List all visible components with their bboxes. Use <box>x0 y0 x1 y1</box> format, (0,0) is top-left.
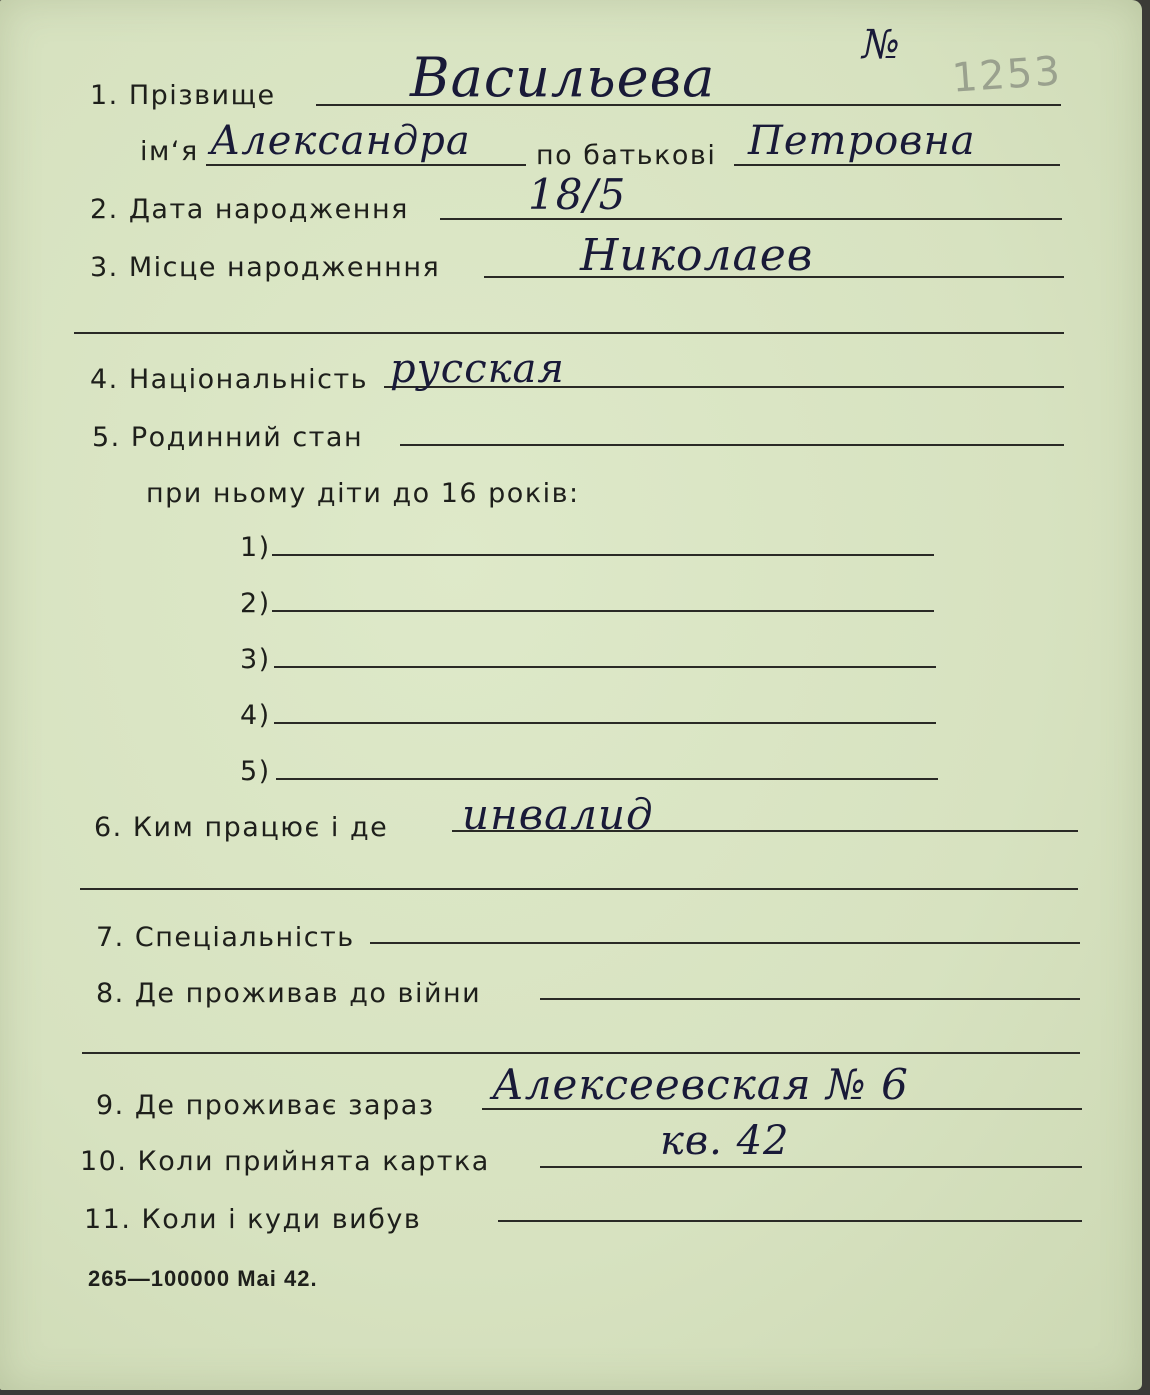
prewar-residence-label: 8. Де проживав до війни <box>96 978 482 1009</box>
departure-label: 11. Коли і куди вибув <box>84 1204 422 1235</box>
handwritten-number-mark: № <box>862 22 901 68</box>
handwritten-birth-place: Николаев <box>580 230 814 281</box>
handwritten-first-name: Александра <box>210 118 471 164</box>
print-code: 265—100000 Mai 42. <box>88 1266 318 1291</box>
pencil-card-number: 1253 <box>950 48 1064 102</box>
specialty-label: 7. Спеціальність <box>96 922 355 953</box>
marital-status-line <box>400 444 1064 446</box>
child-1-line <box>272 554 934 556</box>
prewar-residence-line <box>540 998 1080 1000</box>
current-residence-label: 9. Де проживає зараз <box>96 1090 435 1121</box>
patronymic-label: по батькові <box>536 140 717 171</box>
child-4-line <box>274 722 936 724</box>
first-name-line <box>206 164 526 166</box>
patronymic-line <box>734 164 1060 166</box>
handwritten-surname: Васильева <box>410 46 716 109</box>
occupation-line-2 <box>80 888 1078 890</box>
child-5-label: 5) <box>240 756 271 787</box>
marital-status-label: 5. Родинний стан <box>92 422 364 453</box>
birth-date-label: 2. Дата народження <box>90 194 409 225</box>
handwritten-address-apartment: кв. 42 <box>660 1118 790 1164</box>
child-2-label: 2) <box>240 588 271 619</box>
child-5-line <box>276 778 938 780</box>
child-3-label: 3) <box>240 644 271 675</box>
occupation-label: 6. Ким працює і де <box>94 812 389 843</box>
handwritten-birth-date: 18/5 <box>528 170 627 219</box>
handwritten-patronymic: Петровна <box>748 118 976 164</box>
child-1-label: 1) <box>240 532 271 563</box>
child-2-line <box>272 610 934 612</box>
surname-label: 1. Прізвище <box>90 80 276 111</box>
children-label: при ньому діти до 16 років: <box>146 478 580 509</box>
card-accepted-line <box>540 1166 1082 1168</box>
first-name-label: ім‘я <box>140 136 199 167</box>
birth-place-line-2 <box>74 332 1064 334</box>
handwritten-nationality: русская <box>390 346 565 392</box>
child-4-label: 4) <box>240 700 271 731</box>
departure-line <box>498 1220 1082 1222</box>
nationality-label: 4. Національність <box>90 364 369 395</box>
birth-place-label: 3. Місце народженння <box>90 252 441 283</box>
prewar-residence-line-2 <box>82 1052 1080 1054</box>
specialty-line <box>370 942 1080 944</box>
handwritten-occupation: инвалид <box>462 790 654 839</box>
child-3-line <box>274 666 936 668</box>
handwritten-address-street: Алексеевская № 6 <box>492 1060 909 1109</box>
card-accepted-label: 10. Коли прийнята картка <box>80 1146 490 1177</box>
